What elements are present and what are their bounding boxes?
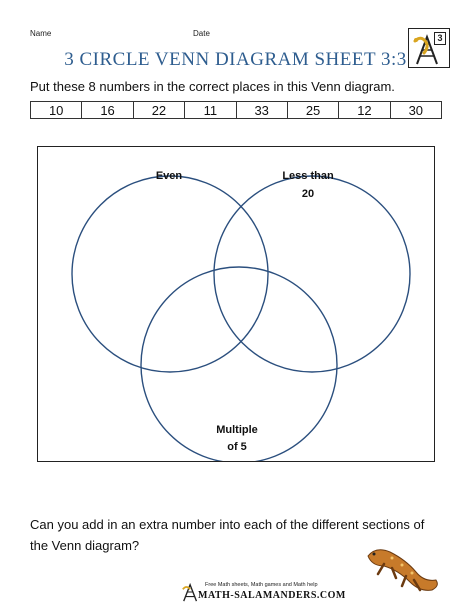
number-cell: 25 bbox=[287, 102, 338, 119]
table-row bbox=[31, 102, 442, 119]
number-cell: 30 bbox=[390, 102, 441, 119]
venn-diagram bbox=[38, 147, 434, 461]
footer-brand: MATH-SALAMANDERS.COM bbox=[198, 590, 346, 601]
circle-less-than-20 bbox=[214, 176, 410, 372]
number-table bbox=[30, 101, 442, 119]
instruction-text: Put these 8 numbers in the correct places in this Venn diagram. bbox=[30, 79, 395, 94]
label-less-than-line1: Less than bbox=[282, 170, 334, 182]
label-multiple-line1: Multiple bbox=[216, 424, 258, 436]
grade-number: 3 bbox=[434, 32, 446, 45]
number-cell: 12 bbox=[339, 102, 390, 119]
number-cell: 33 bbox=[236, 102, 287, 119]
name-label: Name bbox=[30, 29, 52, 38]
number-cell: 11 bbox=[185, 102, 236, 119]
label-even: Even bbox=[155, 170, 183, 182]
salamander-icon bbox=[362, 540, 442, 600]
date-label: Date bbox=[193, 29, 210, 38]
number-cell: 10 bbox=[31, 102, 82, 119]
footer-tagline: Free Math sheets, Math games and Math help bbox=[205, 582, 318, 588]
question-text: Can you add in an extra number into each of the different sections of the Venn diagram? bbox=[30, 517, 425, 553]
label-less-than-line2: 20 bbox=[301, 188, 315, 200]
number-cell: 22 bbox=[133, 102, 184, 119]
number-cell: 16 bbox=[82, 102, 133, 119]
venn-diagram-box bbox=[37, 146, 435, 462]
circle-even bbox=[72, 176, 268, 372]
label-multiple-line2: of 5 bbox=[227, 441, 247, 453]
page-title: 3 CIRCLE VENN DIAGRAM SHEET 3:3 bbox=[64, 49, 407, 70]
math-salamanders-logo bbox=[408, 28, 450, 68]
